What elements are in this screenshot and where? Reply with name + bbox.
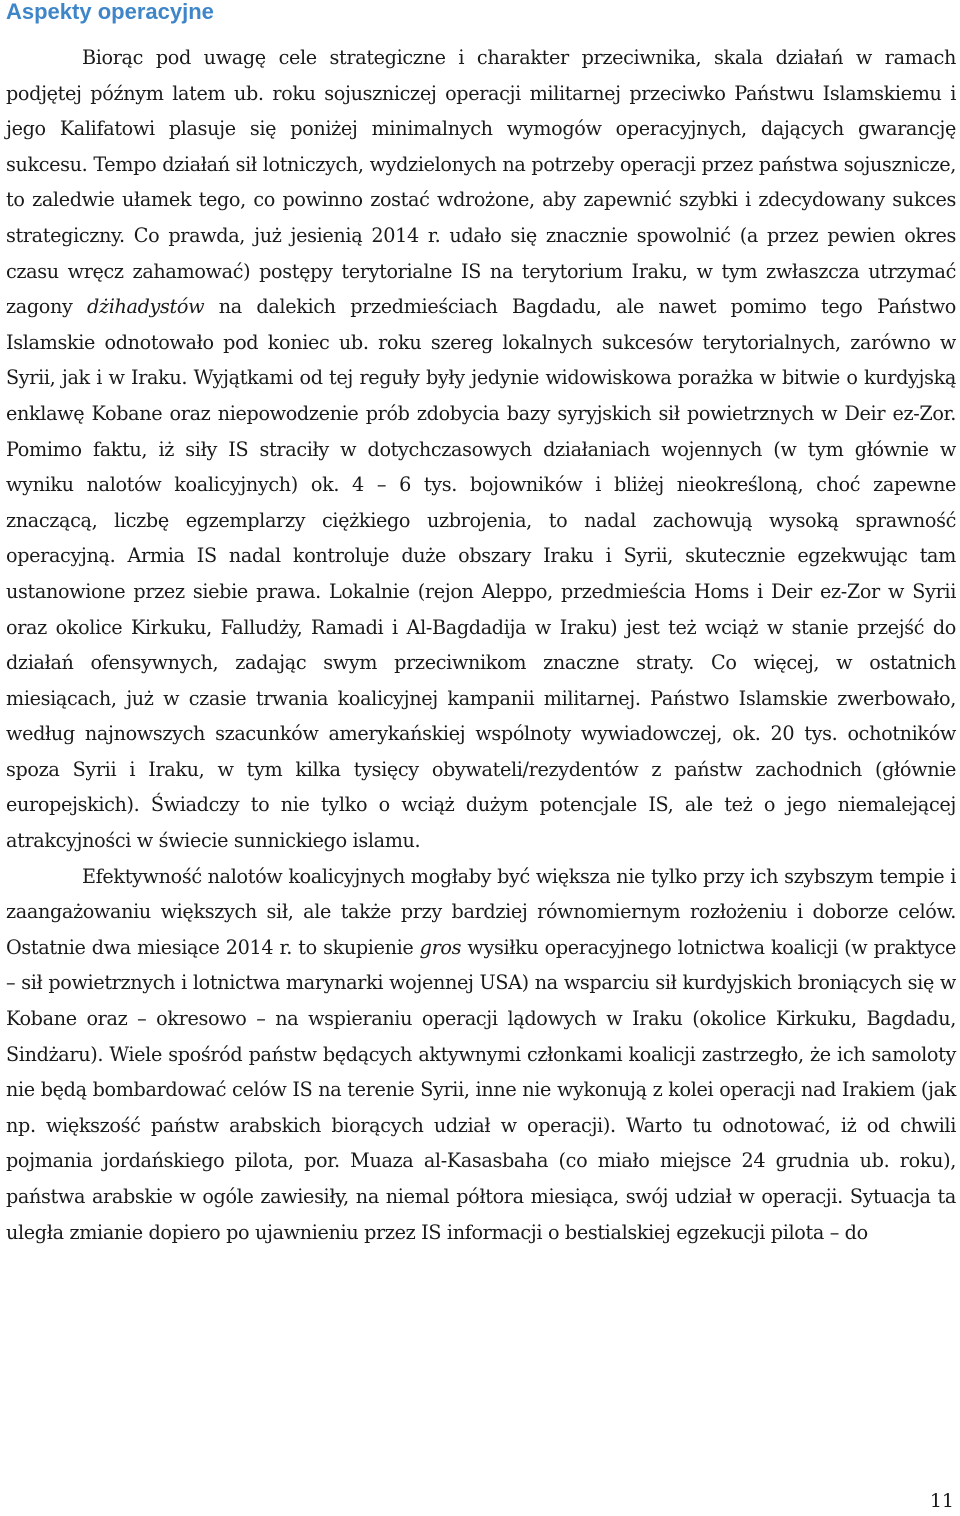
text-span: wysiłku operacyjnego lotnictwa koalicji (w praktyce – sił powietrznych i lotnictwa marynarki wojennej USA) na wsparciu sił kurdyjskich broniących się w Kobane oraz – okresowo – na wspieraniu operacji lądowych w Iraku (okolice Kirkuku, Bagdadu, Sindżaru). Wiele spośród państw będących aktywnymi członkami koalicji zastrzegło, że ich samoloty nie będą bombardować celów IS na terenie Syrii, inne nie wykonują z kolei operacji nad Irakiem (jak np. większość państw arabskich biorących udział w operacji). Warto tu odnotować, iż od chwili pojmania jordańskiego pilota, por. Muaza al-Kasasbaha (co miało miejsce 24 grudnia ub. roku), państwa arabskie w ogóle zawiesiły, na niemal półtora miesiąca, swój udział w operacji. Sytuacja ta uległa zmianie dopiero po ujawnieniu przez IS informacji o bestialskiej egzekucji pilota – do xyxy=(6,935,957,1244)
body-text xyxy=(6,40,956,1250)
paragraph-1 xyxy=(6,40,956,859)
text-span: Efektywność nalotów koalicyjnych mogłaby być większa nie tylko przy ich szybszym tempie i zaangażowaniu większych sił, ale także przy bardziej równomiernym rozłożeniu i doborze celów. Ostatnie dwa miesiące 2014 r. to skupienie xyxy=(6,864,956,959)
paragraph-2 xyxy=(6,859,956,1251)
italic-term: gros xyxy=(419,935,462,959)
text-span: na dalekich przedmieściach Bagdadu, ale nawet pomimo tego Państwo Islamskie odnotowało pod koniec ub. roku szereg lokalnych sukcesów terytorialnych, zarówno w Syrii, jak i w Iraku. Wyjątkami od tej reguły były jedynie widowiskowa porażka w bitwie o kurdyjską enklawę Kobane oraz niepowodzenie prób zdobycia bazy syryjskich sił powietrznych w Deir ez-Zor. Pomimo faktu, iż siły IS straciły w dotychczasowych działaniach wojennych (w tym głównie w wyniku nalotów koalicyjnych) ok. 4 – 6 tys. bojowników i bliżej nieokreśloną, choć zapewne znaczącą, liczbę egzemplarzy ciężkiego uzbrojenia, to nadal zachowują wysoką sprawność operacyjną. Armia IS nadal kontroluje duże obszary Iraku i Syrii, skutecznie egzekwując tam ustanowione przez siebie prawa. Lokalnie (rejon Aleppo, przedmieścia Homs i Deir ez-Zor w Syrii oraz okolice Kirkuku, Falludży, Ramadi i Al-Bagdadija w Iraku) jest też wciąż w stanie przejść do działań ofensywnych, zadając swym przeciwnikom znaczne straty. Co więcej, w ostatnich miesiącach, już w czasie trwania koalicyjnej kampanii militarnej. Państwo Islamskie zwerbowało, według najnowszych szacunków amerykańskiej wspólnoty wywiadowczej, ok. 20 tys. ochotników spoza Syrii i Iraku, w tym kilka tysięcy obywateli/rezydentów z państw zachodnich (głównie europejskich). Świadczy to nie tylko o wciąż dużym potencjale IS, ale też o jego niemalejącej atrakcyjności w świecie sunnickiego islamu. xyxy=(6,295,956,853)
text-span: Biorąc pod uwagę cele strategiczne i charakter przeciwnika, skala działań w ramach podjętej późnym latem ub. roku sojuszniczej operacji militarnej przeciwko Państwu Islamskiemu i jego Kalifatowi plasuje się poniżej minimalnych wymogów operacyjnych, dających gwarancję sukcesu. Tempo działań sił lotniczych, wydzielonych na potrzeby operacji przez państwa sojusznicze, to zaledwie ułamek tego, co powinno zostać wdrożone, aby zapewnić szybki i zdecydowany sukces strategiczny. Co prawda, już jesienią 2014 r. udało się znacznie spowolnić (a przez pewien okres czasu wręcz zahamować) postępy terytorialne IS na terytorium Iraku, w tym zwłaszcza utrzymać zagony xyxy=(6,46,956,319)
italic-term: dżihadystów xyxy=(87,295,205,319)
page-number: 11 xyxy=(929,1490,954,1512)
section-heading: Aspekty operacyjne xyxy=(6,0,214,24)
